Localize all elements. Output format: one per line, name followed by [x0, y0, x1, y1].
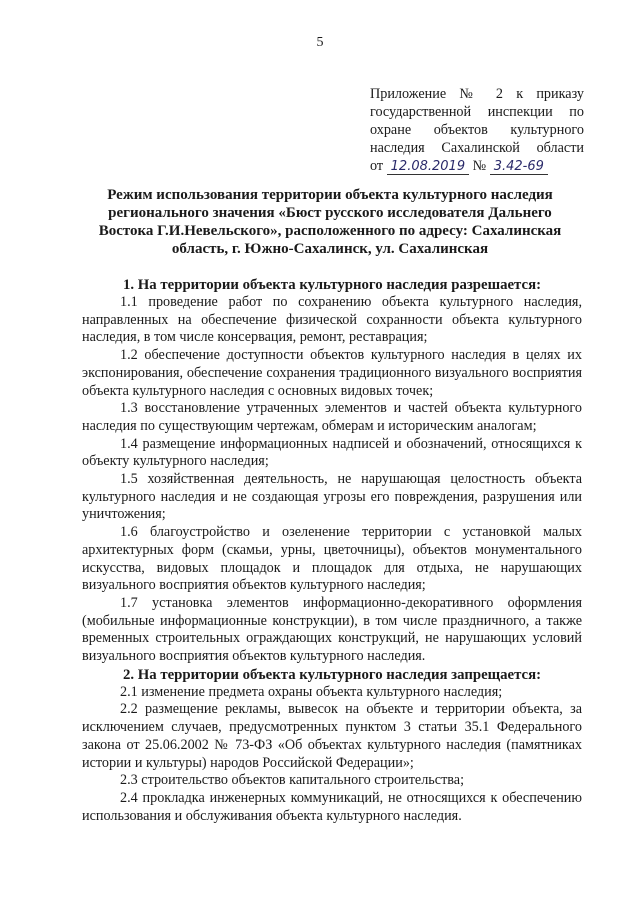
appendix-header: [370, 85, 584, 175]
order-date: 12.08.2019: [387, 160, 469, 175]
list-item: 1.5 хозяйственная деятельность, не нарушающая целостность объекта культурного наследия и не создающая угрозы его повреждения, разрушения или уничтожения;: [82, 471, 582, 523]
appendix-date-line: [370, 157, 584, 175]
list-item: 2.4 прокладка инженерных коммуникаций, не относящихся к обеспечению использования и обслуживания объекта культурного наследия.: [82, 789, 582, 824]
list-item: 2.3 строительство объектов капитального строительства;: [120, 772, 465, 789]
order-number: 3.42-69: [490, 160, 548, 175]
page-number: 5: [316, 35, 324, 50]
list-item: 1.7 установка элементов информационно-декоративного оформления (мобильные информационные конструкции), в том числе праздничного, а также временных строительных ограждающих конструкций, не нарушающих условий визуального восприятия объектов культурного наследия.: [82, 594, 582, 665]
appendix-line: наследия Сахалинской области: [370, 140, 584, 156]
list-item: 1.2 обеспечение доступности объектов культурного наследия в целях их экспонирования, обеспечение сохранения традиционного визуального восприятия объекта культурного наследия с основных видовых точек;: [82, 347, 582, 399]
list-item: 1.1 проведение работ по сохранению объекта культурного наследия, направленных на обеспечение физической сохранности объекта культурного наследия, в том числе консервация, ремонт, реставрация;: [82, 294, 582, 346]
section-1-heading: 1. На территории объекта культурного наследия разрешается:: [122, 277, 541, 293]
document-body: [82, 276, 582, 825]
document-title: Режим использования территории объекта культурного наследия регионального значения «Бюст русского исследователя Дальнего Востока Г.И.Невельского», расположенного по адресу: Сахалинская область, г. Южно-Сахалинск, ул. Сахалинская: [98, 187, 562, 257]
appendix-line: государственной инспекции по: [370, 104, 584, 120]
list-item: 1.4 размещение информационных надписей и обозначений, относящихся к объекту культурного наследия;: [82, 435, 582, 470]
list-item: 2.1 изменение предмета охраны объекта культурного наследия;: [120, 683, 503, 700]
appendix-line: Приложение № 2 к приказу: [370, 86, 584, 102]
appendix-line: охране объектов культурного: [370, 122, 584, 138]
date-prefix: от: [370, 158, 384, 174]
list-item: 1.6 благоустройство и озеленение территории с установкой малых архитектурных форм (скамьи, урны, цветочницы), объектов монументального искусства, видовых площадок и площадок для отдыха, не нарушающих визуального восприятия объектов культурного наследия;: [82, 524, 582, 594]
number-sign: №: [472, 158, 487, 174]
section-2-heading: 2. На территории объекта культурного наследия запрещается:: [122, 666, 542, 683]
list-item: 1.3 восстановление утраченных элементов и частей объекта культурного наследия по существующим чертежам, обмерам и историческим аналогам;: [82, 400, 582, 434]
list-item: 2.2 размещение рекламы, вывесок на объекте и территории объекта, за исключением случаев, предусмотренных пунктом 3 статьи 35.1 Федерального закона от 25.06.2002 № 73-ФЗ «Об объектах культурного наследия (памятниках истории и культуры) народов Российской Федерации»;: [82, 701, 582, 771]
